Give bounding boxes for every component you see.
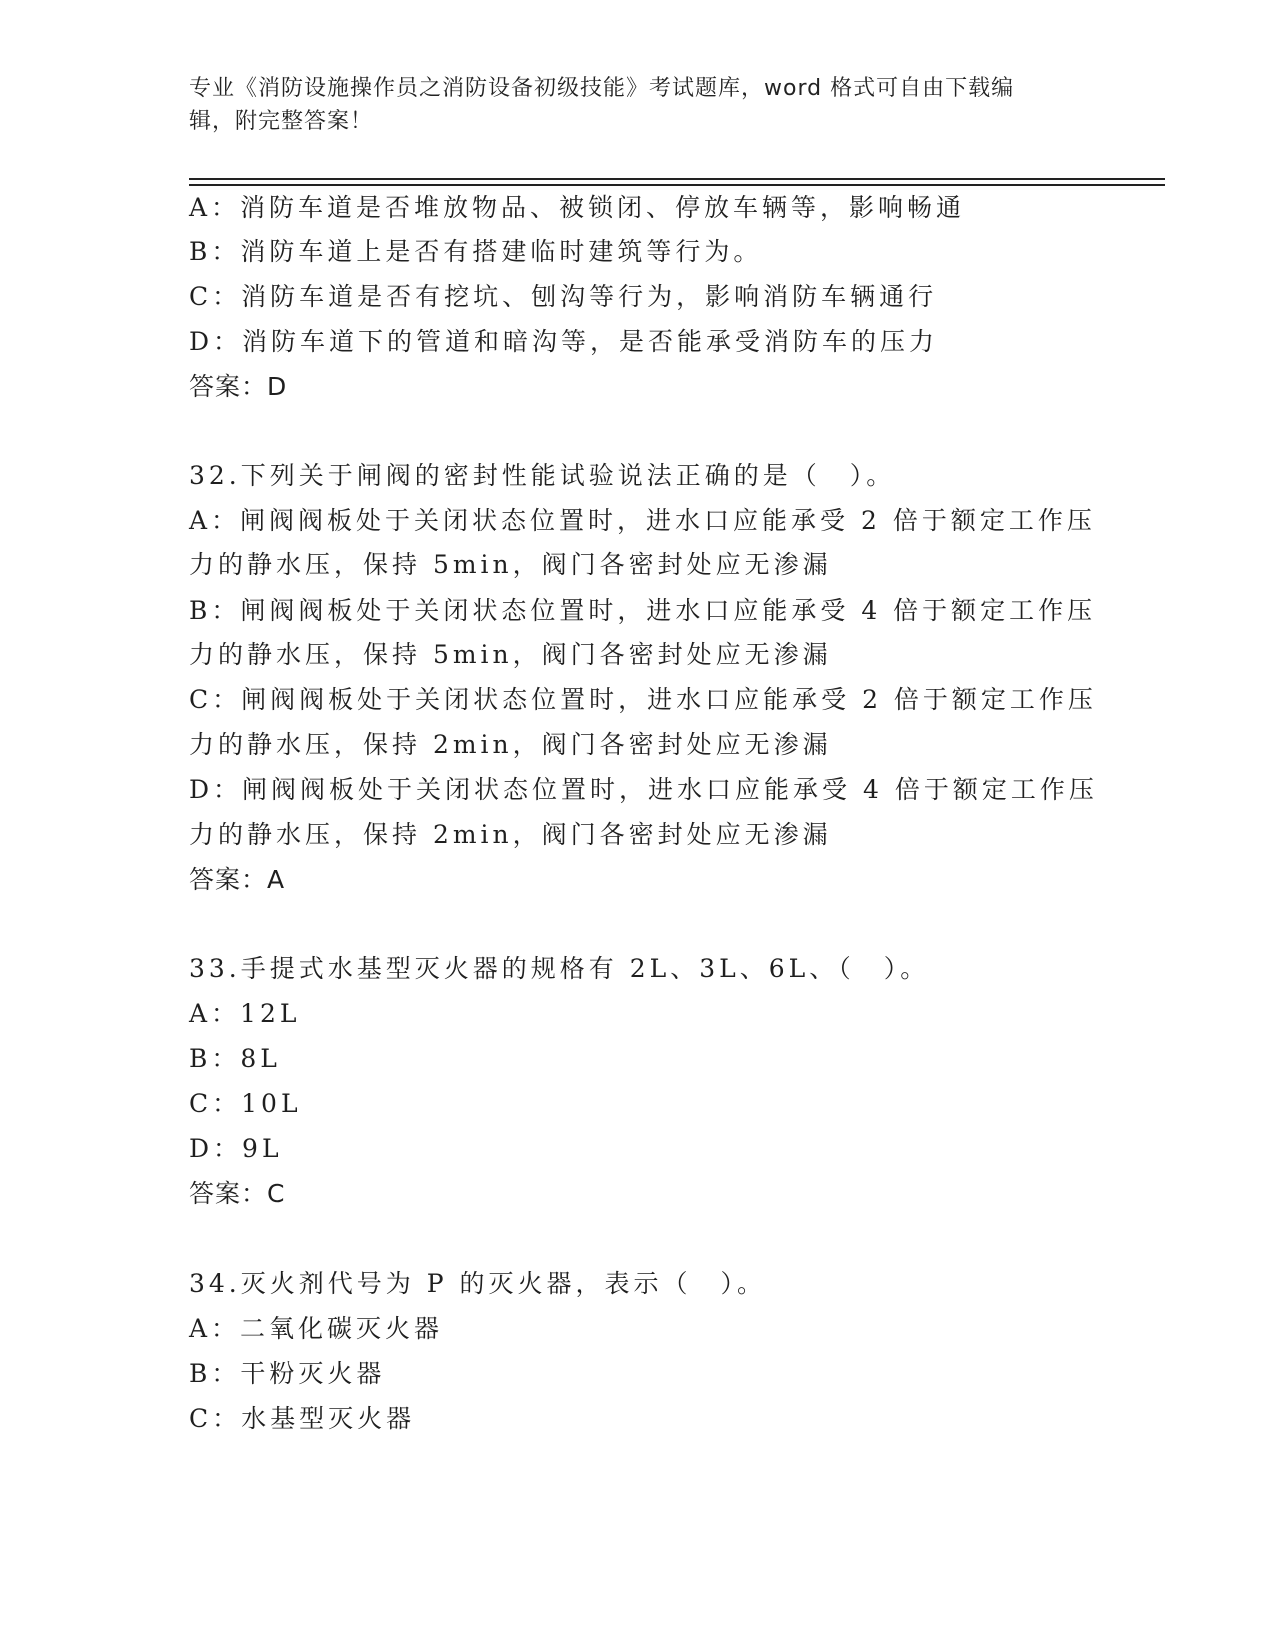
q32-option-c-line-1: C：闸阀阀板处于关闭状态位置时，进水口应能承受 2 倍于额定工作压 [189, 685, 1097, 714]
q34-option-c: C：水基型灭火器 [189, 1404, 416, 1433]
q31-option-b: B：消防车道上是否有搭建临时建筑等行为。 [189, 237, 763, 266]
header-divider-top [189, 178, 1165, 180]
q32-option-d-line-1: D：闸阀阀板处于关闭状态位置时，进水口应能承受 4 倍于额定工作压 [189, 775, 1098, 804]
q32-option-a-line-1: A：闸阀阀板处于关闭状态位置时，进水口应能承受 2 倍于额定工作压 [189, 506, 1096, 535]
q32-option-b-line-2: 力的静水压，保持 5min，阀门各密封处应无渗漏 [189, 640, 832, 669]
document-header [189, 72, 1069, 138]
q32-option-a-line-2: 力的静水压，保持 5min，阀门各密封处应无渗漏 [189, 550, 832, 579]
q31-option-d: D：消防车道下的管道和暗沟等，是否能承受消防车的压力 [189, 327, 939, 356]
q31-answer: 答案：D [189, 372, 288, 401]
q32-question: 32.下列关于闸阀的密封性能试验说法正确的是（ ）。 [189, 461, 896, 490]
header-line-2: 辑，附完整答案！ [189, 109, 374, 134]
q31-option-a: A：消防车道是否堆放物品、被锁闭、停放车辆等，影响畅通 [189, 193, 966, 222]
q34-option-a: A：二氧化碳灭火器 [189, 1314, 444, 1343]
q34-question: 34.灭火剂代号为 P 的灭火器，表示（ ）。 [189, 1269, 766, 1298]
q32-option-d-line-2: 力的静水压，保持 2min，阀门各密封处应无渗漏 [189, 820, 832, 849]
q33-option-c: C：10L [189, 1089, 302, 1118]
q32-answer: 答案：A [189, 865, 286, 894]
q33-option-d: D：9L [189, 1134, 283, 1163]
q32-option-c-line-2: 力的静水压，保持 2min，阀门各密封处应无渗漏 [189, 730, 832, 759]
header-divider-bottom [189, 184, 1165, 186]
q31-option-c: C：消防车道是否有挖坑、刨沟等行为，影响消防车辆通行 [189, 282, 938, 311]
q34-option-b: B：干粉灭火器 [189, 1359, 386, 1388]
q33-question: 33.手提式水基型灭火器的规格有 2L、3L、6L、（ ）。 [189, 954, 930, 983]
q32-option-b-line-1: B：闸阀阀板处于关闭状态位置时，进水口应能承受 4 倍于额定工作压 [189, 596, 1097, 625]
q33-answer: 答案：C [189, 1179, 286, 1208]
q33-option-a: A：12L [189, 999, 301, 1028]
header-line-1: 专业《消防设施操作员之消防设备初级技能》考试题库，word 格式可自由下载编 [189, 76, 1015, 101]
q33-option-b: B：8L [189, 1044, 281, 1073]
